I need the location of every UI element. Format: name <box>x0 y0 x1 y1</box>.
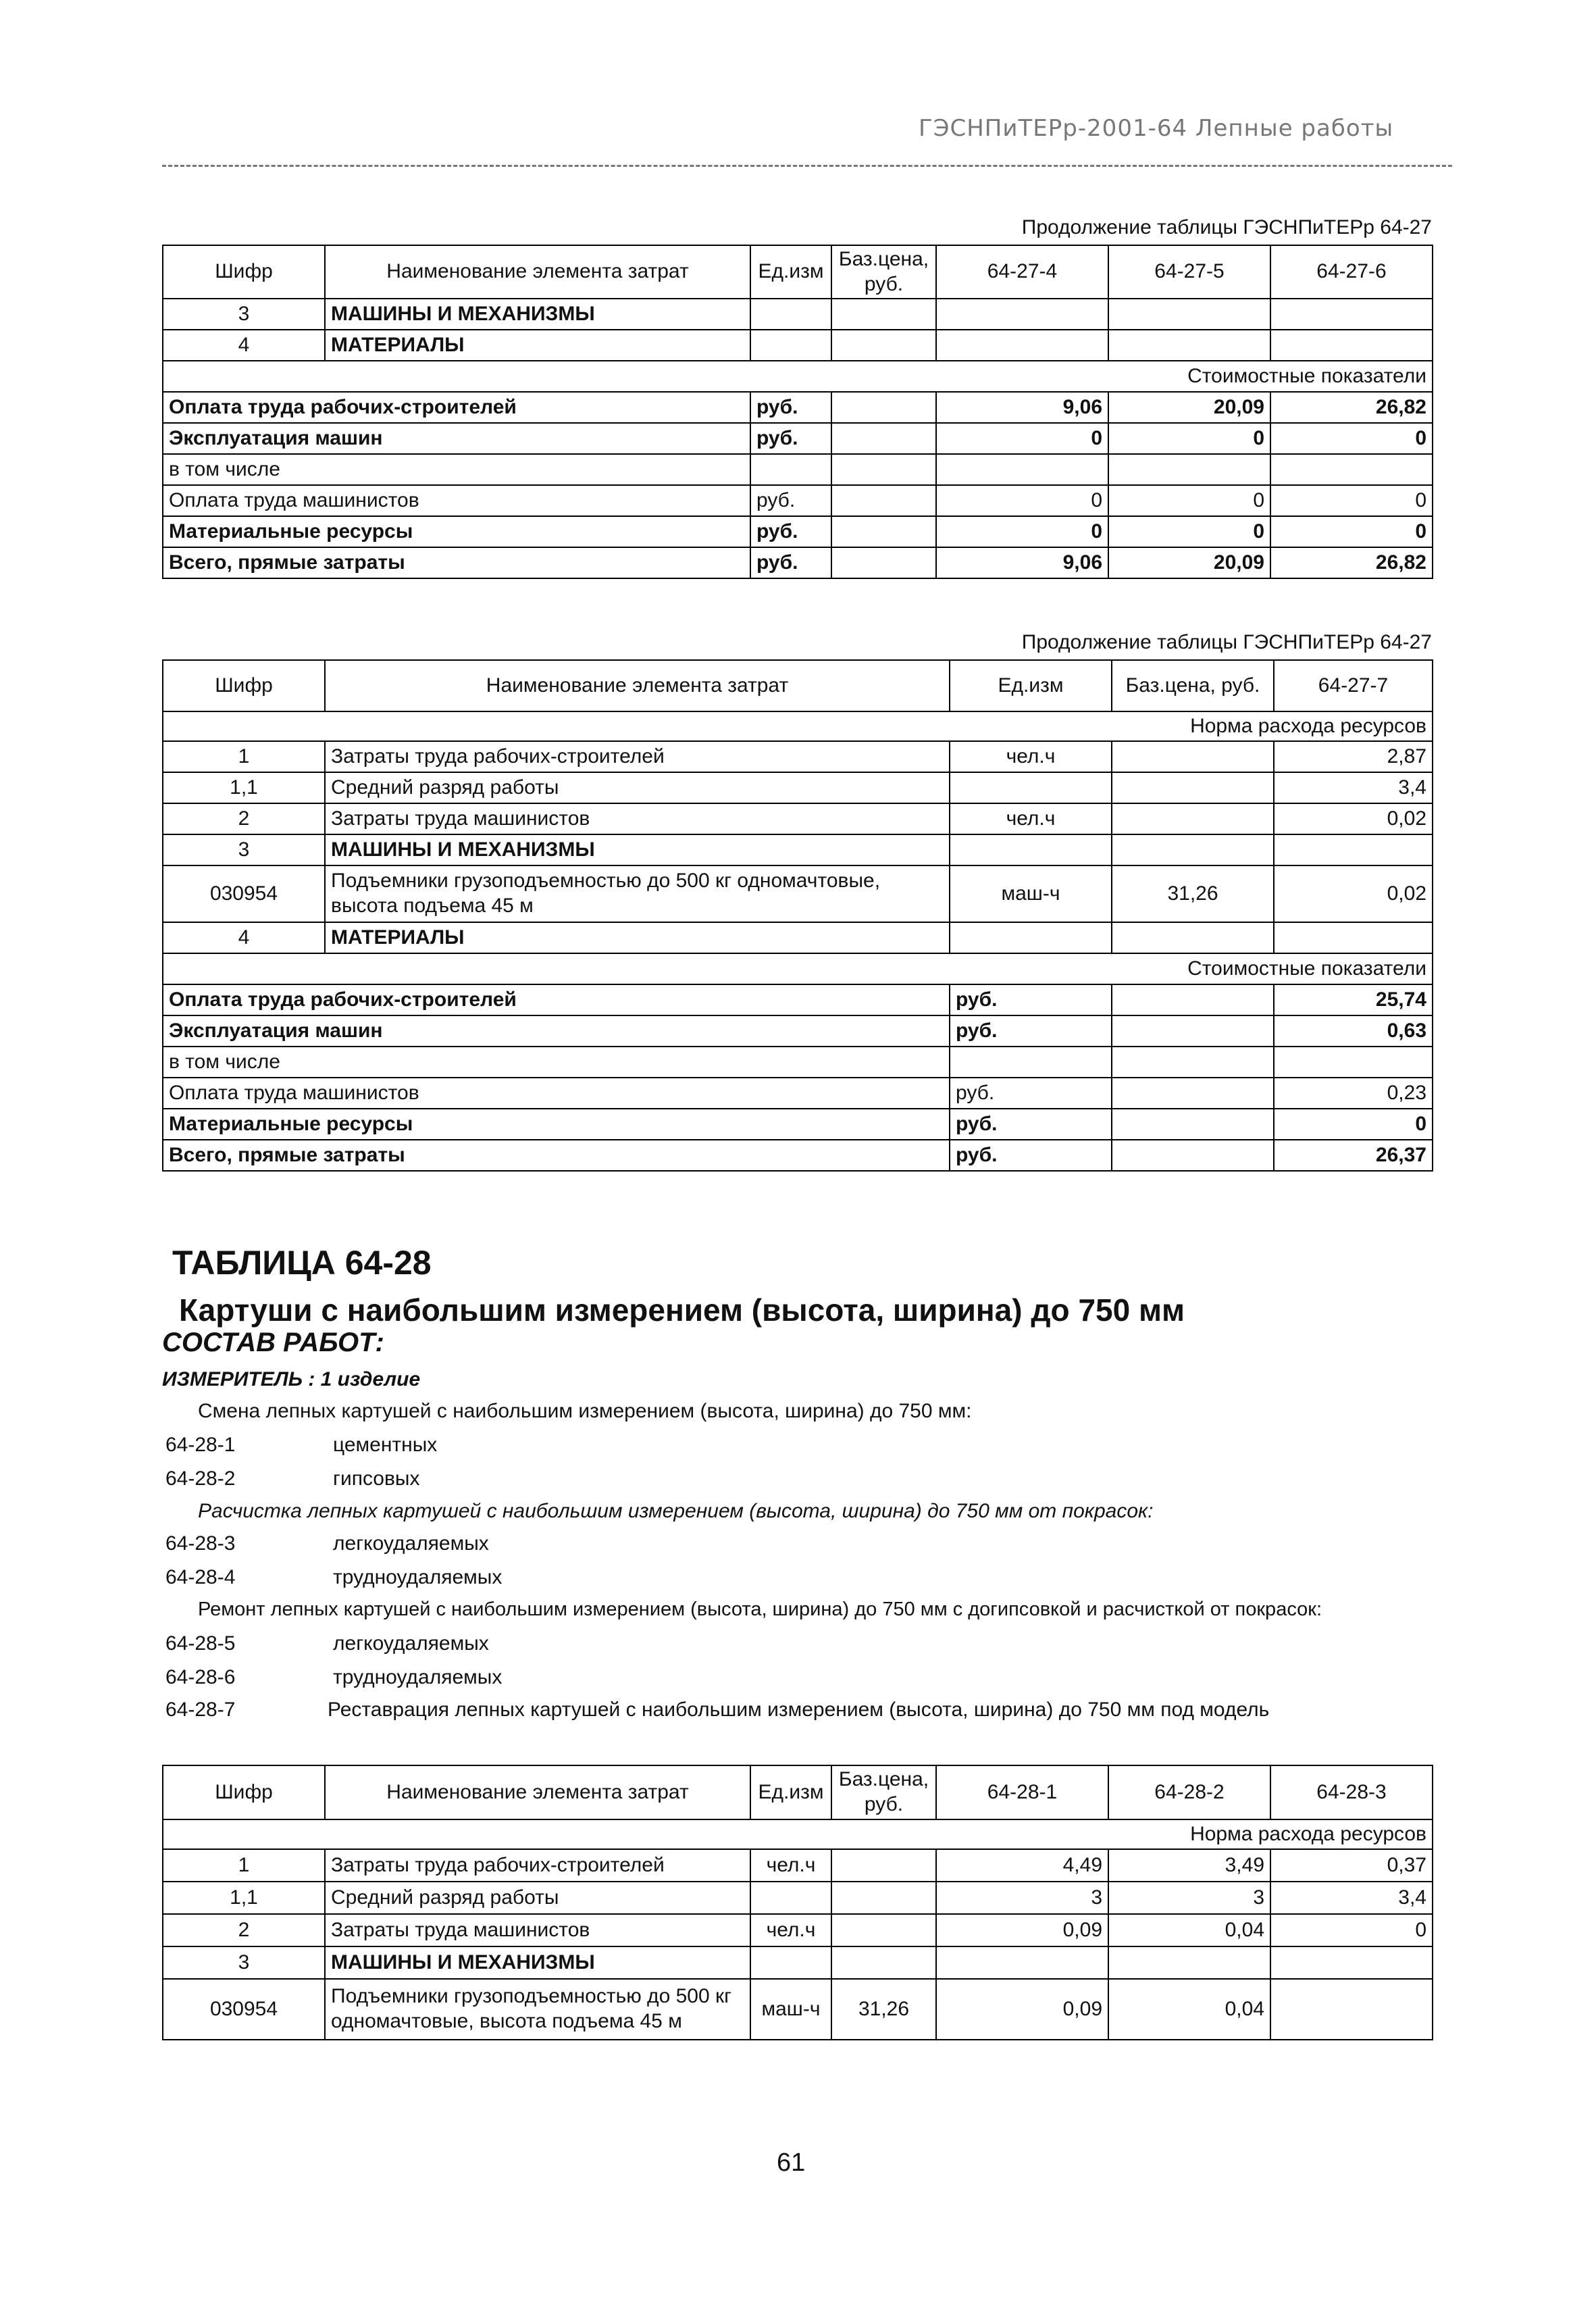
col-header: Шифр <box>163 1765 325 1819</box>
work-code: 64-28-2 <box>165 1467 236 1490</box>
cost-label: в том числе <box>163 1047 950 1078</box>
table-cell: 3,49 <box>1108 1849 1270 1882</box>
table-cell: 0 <box>1270 485 1433 516</box>
cost-label: Всего, прямые затраты <box>163 547 750 578</box>
table-cell: 0,04 <box>1108 1979 1270 2040</box>
table-subtitle: Картуши с наибольшим измерением (высота, ширина) до 750 мм <box>179 1292 1185 1328</box>
table-cell: 31,26 <box>1112 865 1274 922</box>
table-cell: 1 <box>163 741 325 772</box>
table-cell: 3 <box>936 1882 1108 1914</box>
table-cell: чел.ч <box>750 1849 831 1882</box>
cost-label: Оплата труда рабочих-строителей <box>163 984 950 1015</box>
section-label: Стоимостные показатели <box>163 953 1433 984</box>
work-description: Реставрация лепных картушей с наибольшим измерением (высота, ширина) до 750 мм под модель <box>328 1699 1270 1721</box>
table-cell: МАШИНЫ И МЕХАНИЗМЫ <box>325 299 750 330</box>
running-header: ГЭСНПиТЕРр-2001-64 Лепные работы <box>919 115 1394 142</box>
work-code: 64-28-6 <box>165 1666 236 1688</box>
work-paragraph: Смена лепных картушей с наибольшим измерением (высота, ширина) до 750 мм: <box>198 1400 972 1422</box>
table-cell: 0 <box>936 423 1108 454</box>
cost-label: Эксплуатация машин <box>163 1015 950 1047</box>
table-cell: 0,37 <box>1270 1849 1433 1882</box>
work-description: гипсовых <box>333 1467 420 1490</box>
col-header: Наименование элемента затрат <box>325 245 750 299</box>
page-number: 61 <box>777 2148 806 2177</box>
col-header: 64-27-7 <box>1274 660 1433 711</box>
table-cell: руб. <box>950 1015 1112 1047</box>
table-cell: Затраты труда рабочих-строителей <box>325 1849 750 1882</box>
table-cell: Подъемники грузоподъемностью до 500 кг одномачтовые, высота подъема 45 м <box>325 1979 750 2040</box>
table-cell: 0 <box>1270 423 1433 454</box>
table1 <box>162 245 1433 579</box>
table-cell: 0,23 <box>1274 1078 1433 1109</box>
cost-label: Материальные ресурсы <box>163 516 750 547</box>
table-cell: руб. <box>950 1140 1112 1171</box>
meter-label: ИЗМЕРИТЕЛЬ : 1 изделие <box>162 1368 421 1390</box>
table3 <box>162 1765 1433 2040</box>
work-description: легкоудаляемых <box>333 1632 489 1655</box>
col-header: 64-27-4 <box>936 245 1108 299</box>
col-header: Баз.цена, руб. <box>1112 660 1274 711</box>
table-cell: 31,26 <box>831 1979 936 2040</box>
table-cell: МАТЕРИАЛЫ <box>325 330 750 361</box>
table-title: ТАБЛИЦА 64-28 <box>172 1244 432 1282</box>
table-cell: 0,09 <box>936 1979 1108 2040</box>
table-cell: 26,82 <box>1270 547 1433 578</box>
cost-label: Эксплуатация машин <box>163 423 750 454</box>
table-cell: 0 <box>1270 516 1433 547</box>
table-cell: 3 <box>163 1946 325 1979</box>
col-header: 64-27-6 <box>1270 245 1433 299</box>
cost-label: Оплата труда машинистов <box>163 485 750 516</box>
table-cell: 4 <box>163 330 325 361</box>
col-header: Ед.изм <box>950 660 1112 711</box>
table-cell: 25,74 <box>1274 984 1433 1015</box>
table-cell: 0 <box>1274 1109 1433 1140</box>
table-cell: 0,02 <box>1274 865 1433 922</box>
table-cell: 0 <box>936 485 1108 516</box>
table-cell: 3 <box>1108 1882 1270 1914</box>
table-cell: 1,1 <box>163 1882 325 1914</box>
work-code: 64-28-1 <box>165 1434 236 1456</box>
work-paragraph: Ремонт лепных картушей с наибольшим измерением (высота, ширина) до 750 мм с догипсовкой и расчисткой от покрасок: <box>198 1599 1322 1620</box>
col-header: 64-28-2 <box>1108 1765 1270 1819</box>
table-cell: 26,37 <box>1274 1140 1433 1171</box>
table-cell: Средний разряд работы <box>325 1882 750 1914</box>
col-header: Шифр <box>163 245 325 299</box>
table-cell: 0 <box>1108 516 1270 547</box>
col-header: Баз.цена, руб. <box>831 1765 936 1819</box>
table2-continuation: Продолжение таблицы ГЭСНПиТЕРр 64-27 <box>1021 631 1432 653</box>
table-cell: 0,63 <box>1274 1015 1433 1047</box>
table-cell: руб. <box>750 392 831 423</box>
table-cell: 4,49 <box>936 1849 1108 1882</box>
table-cell: 1,1 <box>163 772 325 803</box>
table-cell: маш-ч <box>950 865 1112 922</box>
table-cell: 9,06 <box>936 547 1108 578</box>
table-cell: чел.ч <box>950 741 1112 772</box>
table-cell: 3 <box>163 299 325 330</box>
table-cell: руб. <box>950 984 1112 1015</box>
table-cell: 030954 <box>163 1979 325 2040</box>
col-header: 64-28-3 <box>1270 1765 1433 1819</box>
table-cell: руб. <box>750 485 831 516</box>
table-cell: руб. <box>750 516 831 547</box>
col-header: Наименование элемента затрат <box>325 660 950 711</box>
table-cell: 20,09 <box>1108 392 1270 423</box>
table-cell: 9,06 <box>936 392 1108 423</box>
col-header: 64-27-5 <box>1108 245 1270 299</box>
table-cell: 030954 <box>163 865 325 922</box>
table-cell: 0 <box>1270 1914 1433 1946</box>
table-cell: руб. <box>950 1109 1112 1140</box>
table-cell: руб. <box>950 1078 1112 1109</box>
work-description: трудноудаляемых <box>333 1566 503 1588</box>
work-code: 64-28-4 <box>165 1566 236 1588</box>
table-cell: 1 <box>163 1849 325 1882</box>
table-cell: чел.ч <box>950 803 1112 834</box>
cost-label: Оплата труда машинистов <box>163 1078 950 1109</box>
table-cell: 2 <box>163 803 325 834</box>
col-header: Шифр <box>163 660 325 711</box>
table-cell: Затраты труда машинистов <box>325 803 950 834</box>
table-cell: Подъемники грузоподъемностью до 500 кг одномачтовые, высота подъема 45 м <box>325 865 950 922</box>
cost-label: Материальные ресурсы <box>163 1109 950 1140</box>
table-cell: 20,09 <box>1108 547 1270 578</box>
work-description: трудноудаляемых <box>333 1666 503 1688</box>
col-header: Наименование элемента затрат <box>325 1765 750 1819</box>
cost-label: Оплата труда рабочих-строителей <box>163 392 750 423</box>
table-cell: маш-ч <box>750 1979 831 2040</box>
table-cell: 0 <box>936 516 1108 547</box>
col-header: Ед.изм <box>750 1765 831 1819</box>
table-cell: МАШИНЫ И МЕХАНИЗМЫ <box>325 1946 750 1979</box>
table-cell: 0,04 <box>1108 1914 1270 1946</box>
cost-label: в том числе <box>163 454 750 485</box>
table2 <box>162 659 1433 1172</box>
table-cell: 3 <box>163 834 325 865</box>
section-label: Норма расхода ресурсов <box>163 711 1433 741</box>
table-cell: 0,09 <box>936 1914 1108 1946</box>
table-cell: МАШИНЫ И МЕХАНИЗМЫ <box>325 834 950 865</box>
section-label: Норма расхода ресурсов <box>163 1819 1433 1849</box>
col-header: Ед.изм <box>750 245 831 299</box>
work-description: цементных <box>333 1434 438 1456</box>
work-code: 64-28-3 <box>165 1532 236 1555</box>
table-cell: 0,02 <box>1274 803 1433 834</box>
composition-heading: СОСТАВ РАБОТ: <box>162 1328 384 1357</box>
table-cell: Затраты труда рабочих-строителей <box>325 741 950 772</box>
table-cell: 0 <box>1108 485 1270 516</box>
section-label: Стоимостные показатели <box>163 361 1433 392</box>
work-code: 64-28-7 <box>165 1699 236 1721</box>
header-rule <box>162 165 1452 167</box>
work-code: 64-28-5 <box>165 1632 236 1655</box>
work-description: легкоудаляемых <box>333 1532 489 1555</box>
table-cell: руб. <box>750 423 831 454</box>
table-cell: чел.ч <box>750 1914 831 1946</box>
table-cell: 4 <box>163 922 325 953</box>
table-cell: 0 <box>1108 423 1270 454</box>
table-cell: МАТЕРИАЛЫ <box>325 922 950 953</box>
work-paragraph: Расчистка лепных картушей с наибольшим измерением (высота, ширина) до 750 мм от покрасок: <box>198 1500 1154 1522</box>
table-cell: 3,4 <box>1274 772 1433 803</box>
table-cell: руб. <box>750 547 831 578</box>
table-cell: 2 <box>163 1914 325 1946</box>
col-header: Баз.цена, руб. <box>831 245 936 299</box>
cost-label: Всего, прямые затраты <box>163 1140 950 1171</box>
table-cell: 2,87 <box>1274 741 1433 772</box>
table-cell: Средний разряд работы <box>325 772 950 803</box>
table-cell: 3,4 <box>1270 1882 1433 1914</box>
col-header: 64-28-1 <box>936 1765 1108 1819</box>
table-cell: Затраты труда машинистов <box>325 1914 750 1946</box>
table1-continuation: Продолжение таблицы ГЭСНПиТЕРр 64-27 <box>1021 216 1432 238</box>
table-cell: 26,82 <box>1270 392 1433 423</box>
